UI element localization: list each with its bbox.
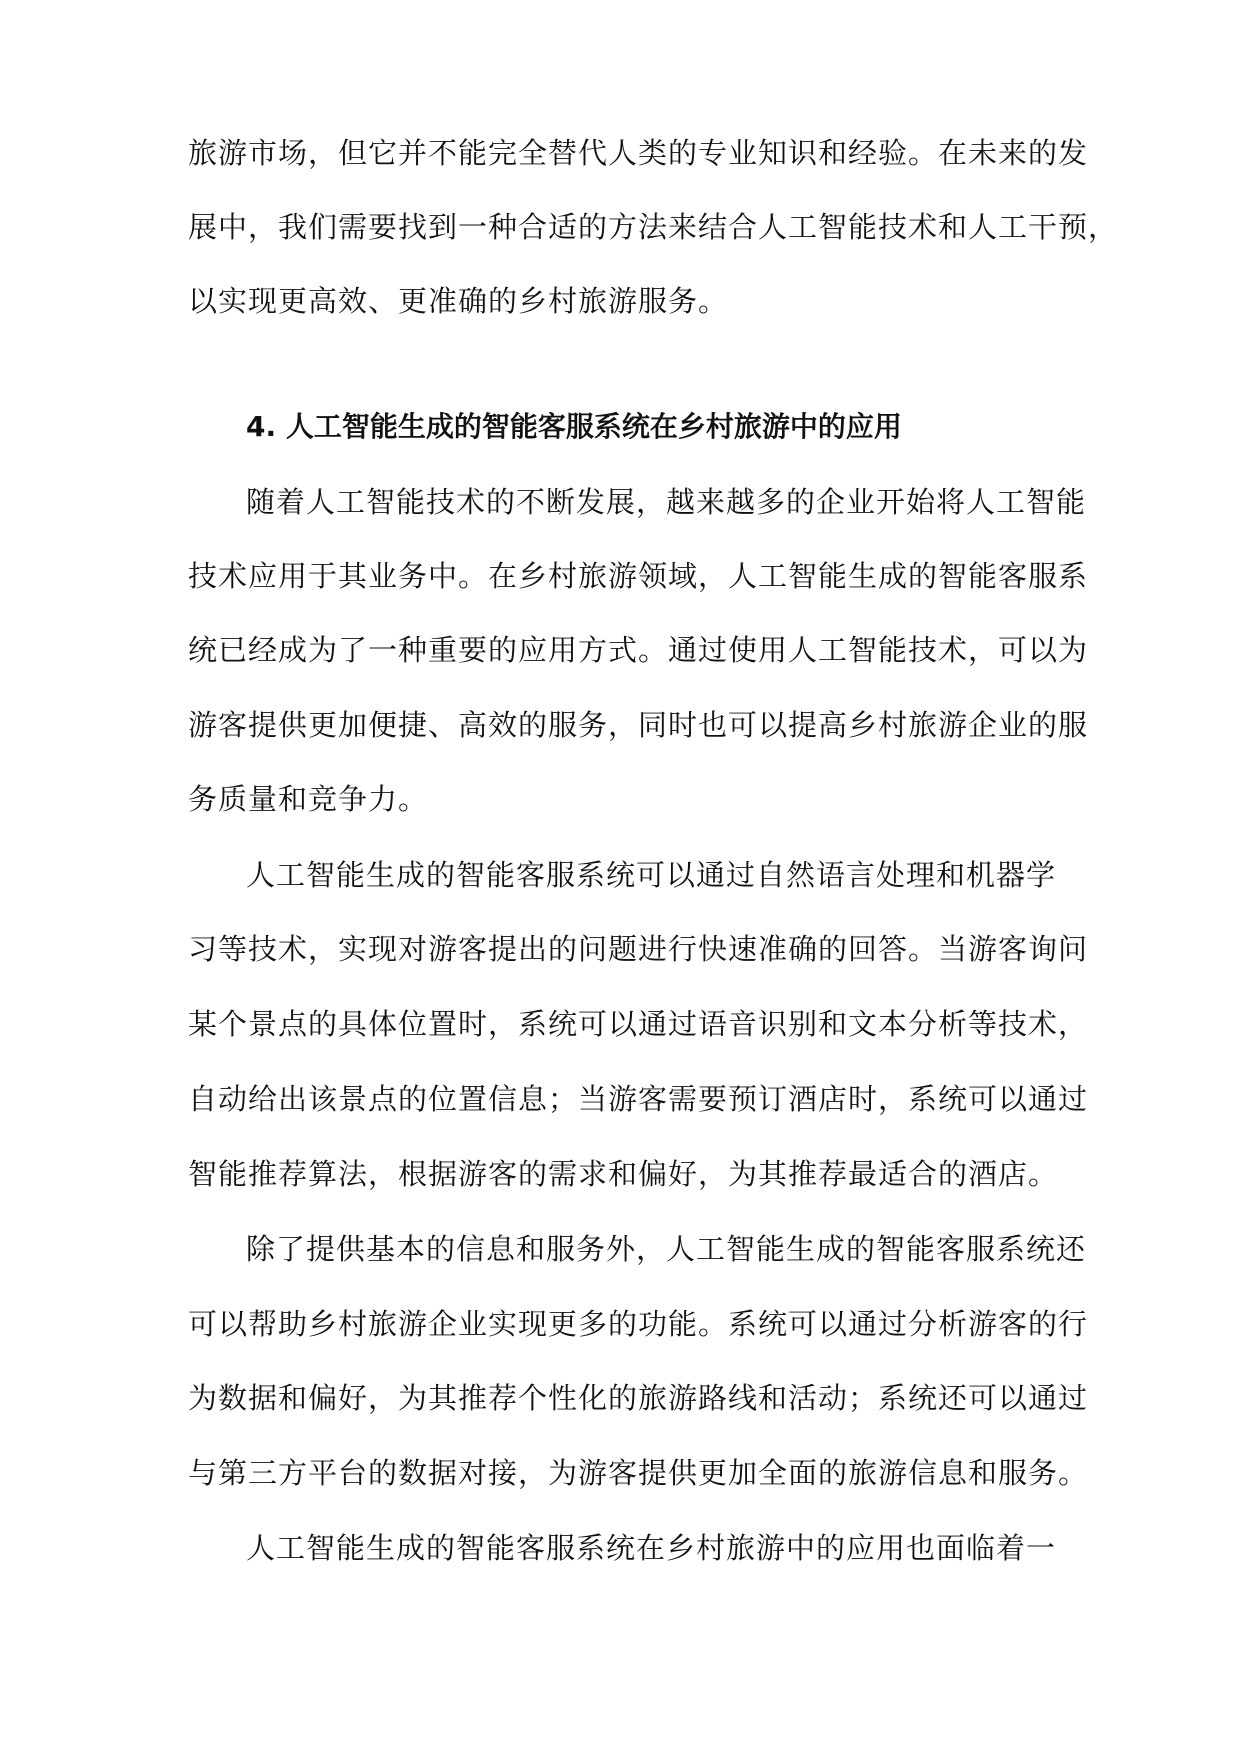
text-line: 自动给出该景点的位置信息；当游客需要预订酒店时，系统可以通过 bbox=[188, 1082, 1089, 1116]
text-line: 为数据和偏好，为其推荐个性化的旅游路线和活动；系统还可以通过 bbox=[188, 1381, 1089, 1415]
text-line: 旅游市场，但它并不能完全替代人类的专业知识和经验。在未来的发 bbox=[188, 136, 1089, 170]
section-heading: 4. 人工智能生成的智能客服系统在乡村旅游中的应用 bbox=[246, 410, 902, 443]
text-line: 智能推荐算法，根据游客的需求和偏好，为其推荐最适合的酒店。 bbox=[188, 1157, 1059, 1191]
text-line: 某个景点的具体位置时，系统可以通过语音识别和文本分析等技术， bbox=[188, 1007, 1089, 1041]
text-line: 习等技术，实现对游客提出的问题进行快速准确的回答。当游客询问 bbox=[188, 932, 1089, 966]
text-line: 与第三方平台的数据对接，为游客提供更加全面的旅游信息和服务。 bbox=[188, 1456, 1089, 1490]
text-line: 游客提供更加便捷、高效的服务，同时也可以提高乡村旅游企业的服 bbox=[188, 708, 1089, 742]
text-line: 人工智能生成的智能客服系统可以通过自然语言处理和机器学 bbox=[246, 858, 1057, 892]
text-line: 随着人工智能技术的不断发展，越来越多的企业开始将人工智能 bbox=[246, 485, 1087, 519]
text-line: 务质量和竞争力。 bbox=[188, 782, 429, 816]
text-line: 除了提供基本的信息和服务外，人工智能生成的智能客服系统还 bbox=[246, 1232, 1087, 1266]
text-line: 统已经成为了一种重要的应用方式。通过使用人工智能技术，可以为 bbox=[188, 633, 1089, 667]
text-line: 技术应用于其业务中。在乡村旅游领域，人工智能生成的智能客服系 bbox=[188, 559, 1089, 593]
text-line: 可以帮助乡村旅游企业实现更多的功能。系统可以通过分析游客的行 bbox=[188, 1307, 1089, 1341]
text-line: 以实现更高效、更准确的乡村旅游服务。 bbox=[188, 284, 729, 318]
text-line: 展中，我们需要找到一种合适的方法来结合人工智能技术和人工干预， bbox=[188, 210, 1119, 244]
text-line: 人工智能生成的智能客服系统在乡村旅游中的应用也面临着一 bbox=[246, 1531, 1057, 1565]
